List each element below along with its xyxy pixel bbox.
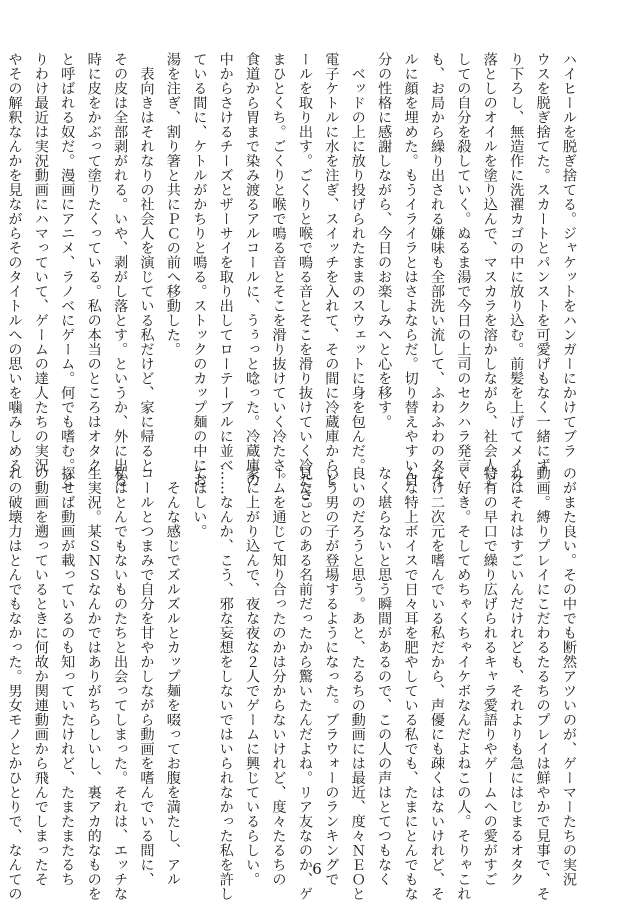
text-line: やその解釈なんかを見ながらそのタイトルへの思いを噛みしめる	[6, 52, 23, 473]
text-line: ームを通じて知り合ったのかは分からないけれど、度々たるちの	[270, 466, 287, 887]
text-line: 良いのだろうと思う。あと、たるちの動画には最近、度々ＮＥＯと	[349, 466, 366, 901]
text-line: の動画を遡っているときに何故か関連動画から飛んでしまったそ	[32, 466, 49, 887]
text-line: と呼ばれる奴だ。漫画にアニメ、ラノベにゲーム。何でも嗜む。と	[59, 52, 76, 487]
text-line: りわけ最近は実況動画にハマっていて、ゲームの達人たちの実況	[32, 52, 49, 473]
text-line: いう男の子が登場するようになった。ブラウォーのランキングで	[323, 466, 340, 887]
text-line: ハイヒールを脱ぎ捨てる。ジャケットをハンガーにかけてブラ	[561, 52, 577, 458]
text-line: く好き。そしてめちゃくちゃイケボなんだよねこの人。そりゃこれ	[455, 466, 472, 901]
text-line: ている間に、ケトルがかちりと鳴る。ストックのカップ麺の中にお	[191, 52, 208, 487]
text-line: そんな感じでズルズルとカップ麺を啜ってお腹を満たし、アル	[164, 466, 181, 887]
text-line: 落としのオイルを塗り込んで、マスカラを溶かしながら、社会人と	[481, 52, 498, 487]
text-line: 分の性格に感謝しながら、今日のお楽しみへと心を移す。	[376, 52, 393, 429]
text-line: てほしい。	[191, 466, 208, 539]
text-block-bottom	[6, 466, 582, 901]
text-line: 中からさけるチーズとザーサイを取り出してローテーブルに並べ	[217, 52, 234, 473]
text-line: 私はとんでもないものたちと出会ってしまった。それは、エッチな	[112, 466, 129, 901]
text-line: り下ろし、無造作に洗濯カゴの中に放り込む。前髪を上げてメイク	[508, 52, 525, 487]
text-line: しての自分を殺していく。ぬるま湯で今日の上司のセクハラ発言	[455, 52, 472, 473]
text-line: 表向きはそれなりの社会人を演じている私だけど、家に帰ると	[138, 52, 155, 473]
text-line: 湯を注ぎ、割り箸と共にＰＣの前へ移動した。	[164, 52, 181, 357]
text-line: 家に上がり込んで、夜な夜な２人でゲームに興じているらしい。	[244, 466, 261, 887]
text-line: ールを取り出す。ごくりと喉で鳴る音とそこを滑り抜けていく冷たさ。	[296, 52, 313, 516]
text-line: 時に皮をかぶって塗りたくっている。私の本当のところはオタク	[85, 52, 102, 473]
text-line: ベッドの上に放り投げられたままのスウェットに身を包んだ。	[349, 52, 366, 473]
text-line: んな特上ボイスで日々耳を肥やしている私でも、たまにとんでもな	[402, 466, 419, 901]
text-line: のがまた良い。その中でも断然アツいのが、ゲーマーたちの実況	[561, 466, 577, 887]
text-line: れの破壊力はとんでもなかった。男女モノとかひとりで、なんての	[6, 466, 23, 901]
text-line: 探せば動画が載っているのも知っていたけれど、たまたまたるち	[59, 466, 76, 887]
text-line: なく堪らないと思う瞬間があるので、この人の声はとてつもなく	[376, 466, 393, 887]
text-line: ……なんか、こう、邪な妄想をしないではいられなかった私を許し	[217, 466, 234, 901]
text-line: も、お局から繰り出される嫌味も全部洗い流して、ふわふわのタオ	[428, 52, 445, 487]
text-line: コールとつまみで自分を甘やかしながら動画を嗜んでいる間に、	[138, 466, 155, 887]
text-line: ウスを脱ぎ捨てた。スカートとパンストを可愛げもなく一緒にず	[534, 52, 551, 473]
text-line: まひとくち。ごくりと喉で鳴る音とそこを滑り抜けていく冷たさ。	[270, 52, 287, 487]
text-line: 動画。縛りプレイにこだわるたるちのプレイは鮮やかで見事で、そ	[534, 466, 551, 901]
text-line: 生実況。某ＳＮＳなんかではありがちらしいし、裏アカ的なものを	[85, 466, 102, 901]
text-line: 特有の早口で繰り広げられるキャラ愛語りやゲームへの愛がすご	[481, 466, 498, 887]
text-line: 食道から胃まで染み渡るアルコールに、うぅっと唸った。冷蔵庫の	[244, 52, 261, 487]
text-line: だけ二次元を嗜んでいる私だから、声優にも疎くはないけれど、そ	[428, 466, 445, 901]
text-line: 電子ケトルに水を注ぎ、スイッチを入れて、その間に冷蔵庫からビ	[323, 52, 340, 487]
text-line: れはそれはすごいんだけれども、それよりも急にはじまるオタク	[508, 466, 525, 887]
text-line: その皮は全部剥がれる。いや、剥がし落とす。というか、外に出る	[112, 52, 129, 487]
text-line: ルに顔を埋めた。もうイライラとはさよならだ。切り替えやすい自	[402, 52, 419, 487]
page-number: 6	[312, 860, 322, 878]
text-line: 見たことのある名前だったから驚いたんだよね。リア友なのか、ゲ	[296, 466, 313, 901]
